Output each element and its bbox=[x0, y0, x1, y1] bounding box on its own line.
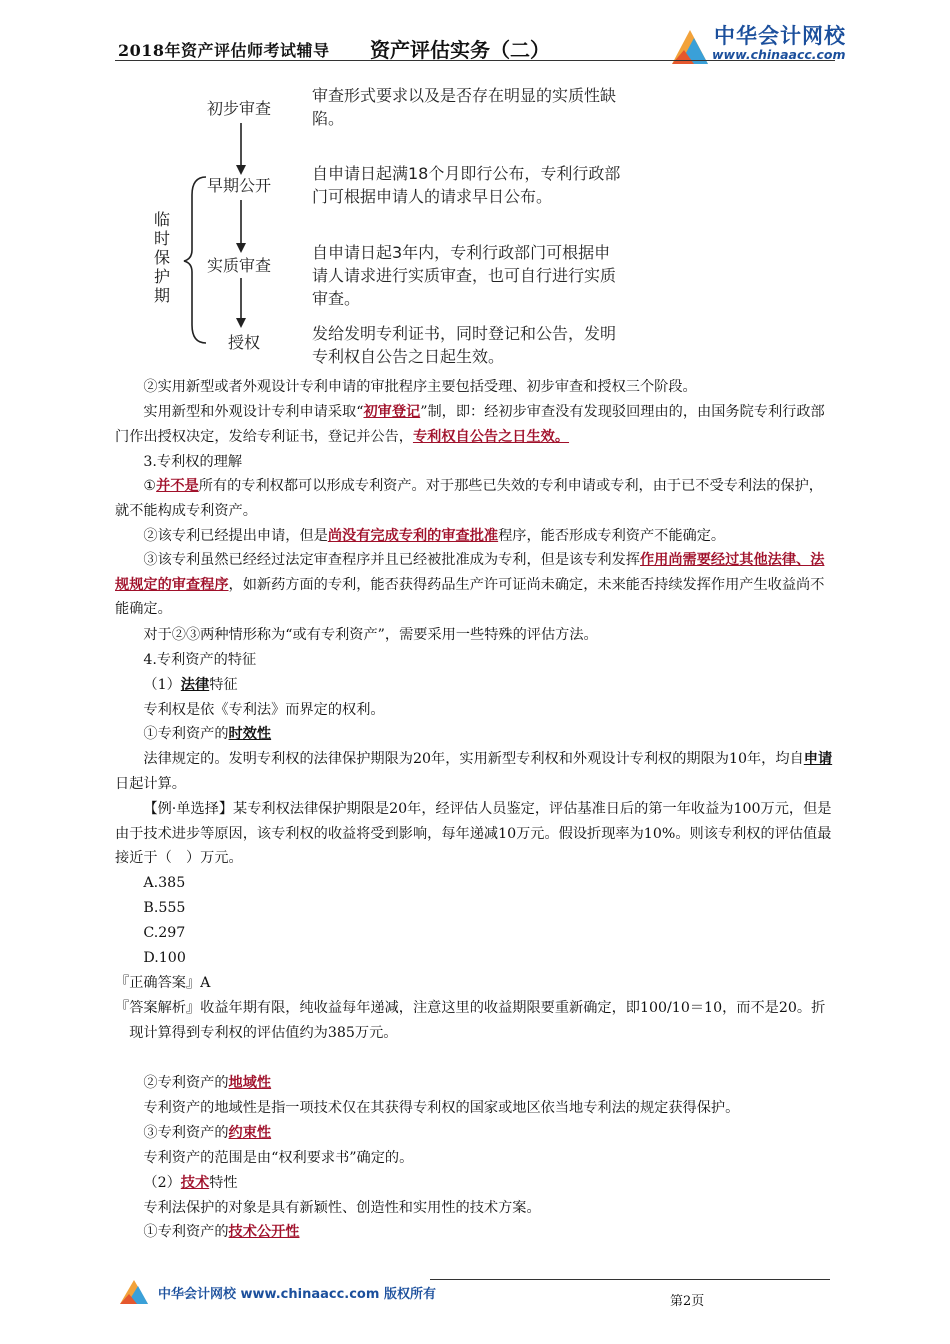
text-span: ① bbox=[143, 478, 157, 494]
subheading-constraint bbox=[115, 1121, 837, 1146]
header-rule bbox=[115, 60, 835, 61]
underline-text: 时效性 bbox=[228, 726, 272, 742]
text-span: 日起计算。 bbox=[115, 775, 186, 792]
bracket-char: 时 bbox=[153, 229, 170, 248]
flow-desc-substantive-review: 自申请日起3年内，专利行政部门可根据申请人请求进行实质审查，也可自行进行实质审查。 bbox=[312, 243, 617, 308]
section-heading-features: 4.专利资产的特征 bbox=[143, 652, 257, 668]
text-span: 程序，能否形成专利资产不能确定。 bbox=[498, 528, 726, 544]
flow-desc-initial-review: 审查形式要求以及是否存在明显的实质性缺陷。 bbox=[312, 86, 617, 128]
text-span: ③该专利虽然已经经过法定审查程序并且已经被批准成为专利，但是该专利发挥 bbox=[143, 552, 640, 568]
bracket-label bbox=[152, 210, 172, 305]
correct-answer: 『正确答案』A bbox=[115, 975, 211, 991]
text-span: ②该专利已经提出申请，但是 bbox=[143, 528, 328, 544]
highlight-text: 地域性 bbox=[228, 1075, 272, 1091]
underline-text: 申请 bbox=[803, 751, 833, 767]
option-a: A.385 bbox=[143, 875, 186, 891]
flow-desc-early-publication: 自申请日起满18个月即行公布，专利行政部门可根据申请人的请求早日公布。 bbox=[312, 164, 621, 206]
option-c: C.297 bbox=[143, 925, 186, 941]
text-span: 特征 bbox=[209, 677, 238, 693]
paragraph-patent-law: 专利权是依《专利法》而界定的权利。 bbox=[143, 702, 385, 718]
paragraph-other-reviews bbox=[115, 548, 837, 622]
arrow-down-icon bbox=[236, 318, 246, 328]
highlight-text: 技术 bbox=[180, 1175, 210, 1191]
text-span: 实用新型和外观设计专利申请采取“ bbox=[143, 404, 364, 420]
bracket-char: 临 bbox=[153, 210, 170, 229]
bracket-char: 期 bbox=[153, 286, 170, 305]
header-doc-title: 资产评估实务（二） bbox=[370, 38, 550, 62]
curly-brace-icon bbox=[184, 177, 206, 343]
footer-rule bbox=[430, 1279, 830, 1280]
section-heading-understanding: 3.专利权的理解 bbox=[143, 454, 243, 470]
paragraph-initial-registration bbox=[115, 400, 837, 449]
paragraph-approval-stages: ②实用新型或者外观设计专利申请的审批程序主要包括受理、初步审查和授权三个阶段。 bbox=[143, 379, 697, 395]
flow-step-substantive-review: 实质审查 bbox=[207, 256, 272, 275]
paragraph-pending-approval bbox=[115, 524, 837, 549]
text-span: （1） bbox=[143, 677, 181, 693]
highlight-text: 作用尚需要经过其他法律、法规规定的审查程序 bbox=[115, 552, 825, 593]
paragraph-protection-term bbox=[115, 747, 837, 796]
text-span: ①专利资产的 bbox=[143, 1224, 229, 1240]
example-question: 【例·单选择】某专利权法律保护期限是20年，经评估人员鉴定，评估基准日后的第一年收益为100万元，但是由于技术进步等原因，该专利权的收益将受到影响，每年递减10万元。假设折现率为10%。则该专利权的评估值最接近于（ ）万元。 bbox=[115, 801, 832, 867]
text-span: 所有的专利权都可以形成专利资产。对于那些已失效的专利申请或专利，由于已不受专利法的保护，就不能构成专利资产。 bbox=[115, 478, 823, 519]
highlight-text: 并不是 bbox=[156, 478, 199, 494]
logo-icon bbox=[668, 24, 712, 68]
page-number: 第2页 bbox=[670, 1294, 705, 1309]
underline-text: 法律 bbox=[180, 677, 210, 693]
answer-analysis bbox=[115, 996, 837, 1045]
bracket-char: 保 bbox=[153, 248, 170, 267]
text-span: ②专利资产的 bbox=[143, 1075, 229, 1091]
text-span: ①专利资产的 bbox=[143, 726, 229, 742]
header-left-title: 2018年资产评估师考试辅导 bbox=[118, 41, 330, 60]
option-d: D.100 bbox=[143, 950, 186, 966]
highlight-text: 尚没有完成专利的审查批准 bbox=[327, 528, 499, 544]
paragraph-territoriality: 专利资产的地域性是指一项技术仅在其获得专利权的国家或地区依当地专利法的规定获得保护。 bbox=[143, 1100, 740, 1116]
text-span: （2） bbox=[143, 1175, 181, 1191]
flow-step-grant: 授权 bbox=[228, 333, 261, 352]
option-b: B.555 bbox=[143, 900, 186, 916]
paragraph-claims: 专利资产的范围是由“权利要求书”确定的。 bbox=[143, 1150, 414, 1166]
paragraph-contingent-assets: 对于②③两种情形称为“或有专利资产”，需要采用一些特殊的评估方法。 bbox=[143, 627, 598, 643]
text-span: ，如新药方面的专利，能否获得药品生产许可证尚未确定，未来能否持续发挥作用产生收益尚不能确定。 bbox=[115, 576, 825, 618]
text-span: 『答案解析』收益年期有限，纯收益每年递减，注意这里的收益期限要重新确定，即100/10＝10，而不是20。折现计算得到专利权的评估值约为385万元。 bbox=[115, 1000, 826, 1041]
logo-url: www.chinaacc.com bbox=[712, 47, 846, 62]
text-span: 法律规定的。发明专利权的法律保护期限为20年，实用新型专利权和外观设计专利权的期限为10年，均自 bbox=[143, 751, 804, 767]
arrow-down-icon bbox=[236, 165, 246, 175]
flow-desc-grant: 发给发明专利证书，同时登记和公告，发明专利权自公告之日起生效。 bbox=[312, 324, 617, 366]
subheading-legal bbox=[115, 673, 837, 698]
text-span: ③专利资产的 bbox=[143, 1125, 229, 1141]
highlight-text: 初审登记 bbox=[363, 404, 421, 420]
text-span: 特性 bbox=[209, 1175, 238, 1191]
logo-text: 中华会计网校 bbox=[714, 24, 846, 48]
footer-copyright: 中华会计网校 www.chinaacc.com 版权所有 bbox=[158, 1287, 436, 1302]
footer-logo-icon bbox=[118, 1276, 154, 1306]
subheading-disclosure bbox=[115, 1220, 837, 1245]
text-span: ”制，即：经初步审查没有发现驳回理由的，由国务院专利行政部门作出授权决定，发给专利证书，登记并公告， bbox=[115, 404, 825, 445]
highlight-text: 技术公开性 bbox=[228, 1224, 300, 1240]
arrow-down-icon bbox=[236, 243, 246, 253]
subheading-technical bbox=[115, 1171, 837, 1196]
highlight-text: 专利权自公告之日生效。 bbox=[412, 428, 570, 445]
subheading-territoriality bbox=[115, 1071, 837, 1096]
flow-step-early-publication: 早期公开 bbox=[207, 176, 272, 195]
highlight-text: 约束性 bbox=[228, 1125, 272, 1141]
bracket-char: 护 bbox=[153, 267, 170, 286]
paragraph-not-all-patents bbox=[115, 474, 837, 523]
flow-step-initial-review: 初步审查 bbox=[207, 99, 272, 118]
subheading-timeliness bbox=[115, 722, 837, 747]
paragraph-protected-object: 专利法保护的对象是具有新颖性、创造性和实用性的技术方案。 bbox=[143, 1200, 541, 1216]
